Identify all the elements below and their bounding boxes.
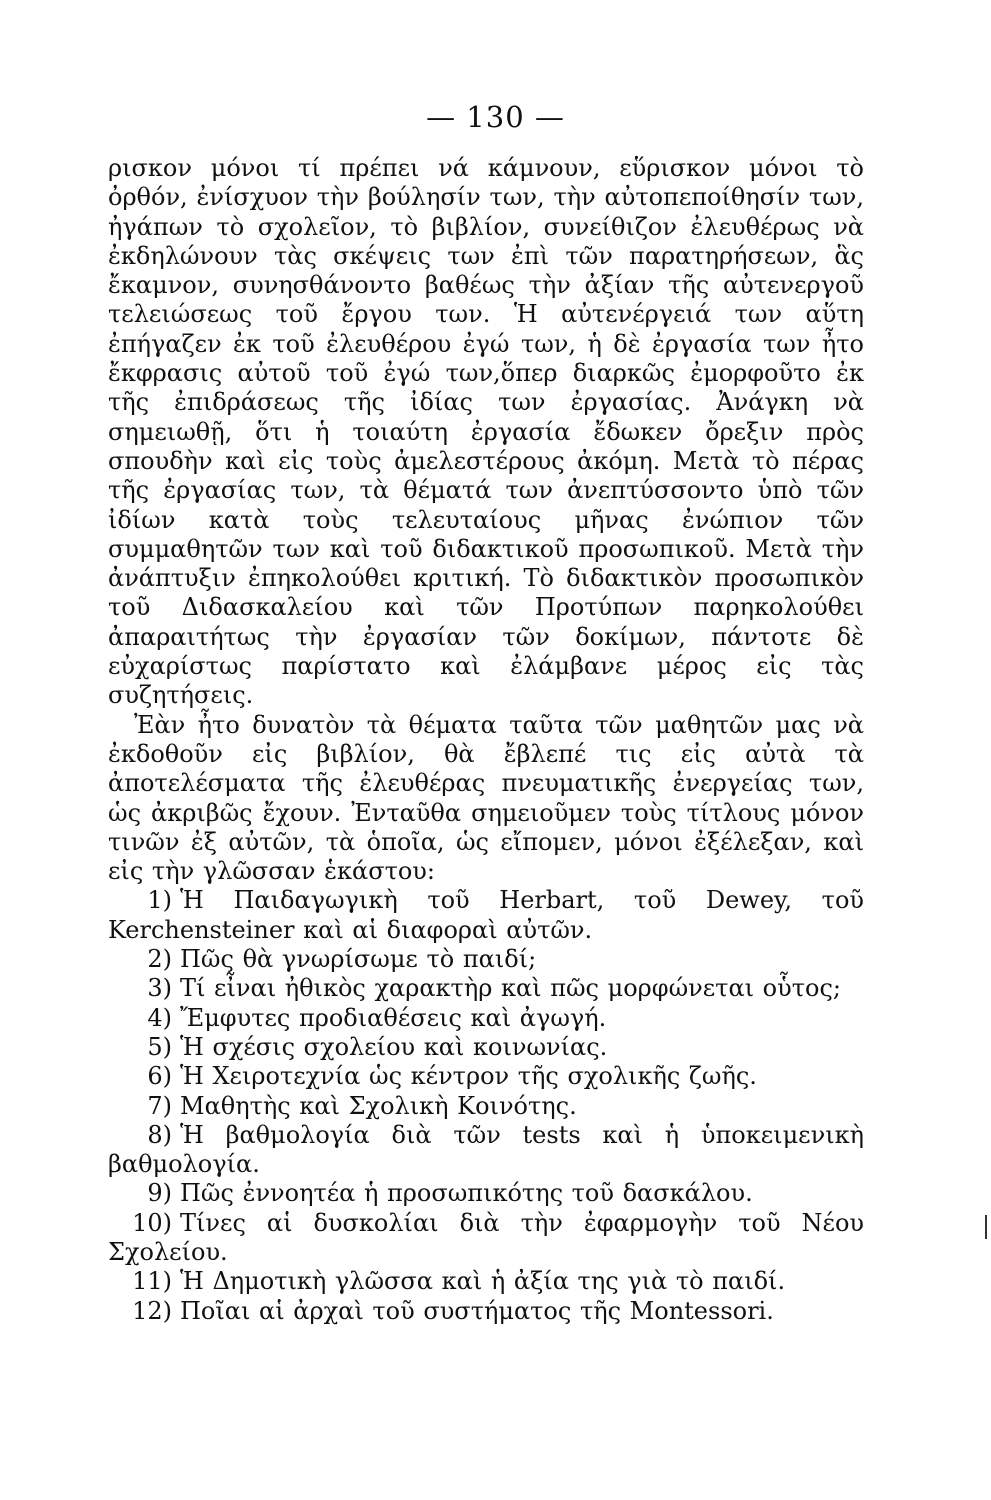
- list-item: [108, 1297, 864, 1326]
- item-number: 6): [147, 1062, 172, 1091]
- item-number: 12): [132, 1296, 172, 1325]
- page-number: — 130 —: [426, 100, 565, 134]
- item-number: 3): [147, 974, 172, 1003]
- item-text: Πῶς θὰ γνωρίσωμε τὸ παιδί;: [180, 945, 537, 974]
- paragraph: ρισκον μόνοι τί πρέπει νά κάμνουν, εὕρισκον μόνοι τὸ ὀρθόν, ἐνίσχυον τὴν βούλησίν των, τὴν αὐτοπεποίθησίν των, ἠγάπων τὸ σχολεῖον, τὸ βιβλίον, συνείθιζον ἐλευθέρως νὰ ἐκδηλώνουν τὰς σκέψεις των ἐπὶ τῶν παρατηρήσεων, ἃς ἔκαμνον, συνησθάνοντο βαθέως τὴν ἀξίαν τῆς αὐτενεργοῦ τελειώσεως τοῦ ἔργου των. Ἡ αὐτενέργειά των αὕτη ἐπήγαζεν ἐκ τοῦ ἐλευθέρου ἐγώ των, ἡ δὲ ἐργασία των ἦτο ἔκφρασις αὐτοῦ τοῦ ἐγώ των,ὅπερ διαρκῶς ἐμορφοῦτο ἐκ τῆς ἐπιδράσεως τῆς ἰδίας των ἐργασίας. Ἀνάγκη νὰ σημειωθῇ, ὅτι ἡ τοιαύτη ἐργασία ἔδωκεν ὄρεξιν πρὸς σπουδὴν καὶ εἰς τοὺς ἀμελεστέρους ἀκόμη. Μετὰ τὸ πέρας τῆς ἐργασίας των, τὰ θέματά των ἀνεπτύσσοντο ὑπὸ τῶν ἰδίων κατὰ τοὺς τελευταίους μῆνας ἐνώπιον τῶν συμμαθητῶν των καὶ τοῦ διδακτικοῦ προσωπικοῦ. Μετὰ τὴν ἀνάπτυξιν ἐπηκολούθει κριτική. Τὸ διδακτικὸν προσωπικὸν τοῦ Διδασκαλείου καὶ τῶν Προτύπων παρηκολούθει ἀπαραιτήτως τὴν ἐργασίαν τῶν δοκίμων, πάντοτε δὲ εὐχαρίστως παρίστατο καὶ ἐλάμβανε μέρος εἰς τὰς συζητήσεις.: [108, 154, 864, 710]
- list-item: [108, 1209, 864, 1268]
- list-item: [108, 974, 864, 1003]
- item-text: Πῶς ἐννοητέα ἡ προσωπικότης τοῦ δασκάλου.: [180, 1179, 753, 1208]
- item-text: Ἔμφυτες προδιαθέσεις καὶ ἀγωγή.: [180, 1003, 607, 1032]
- item-text: Ποῖαι αἱ ἀρχαὶ τοῦ συστήματος τῆς Montessori.: [180, 1296, 774, 1325]
- list-item: [108, 1121, 864, 1180]
- list-item: [108, 945, 864, 974]
- body-text: [108, 154, 864, 1326]
- item-text: Ἡ Δημοτικὴ γλῶσσα καὶ ἡ ἀξία της γιὰ τὸ παιδί.: [180, 1267, 786, 1296]
- item-number: 9): [147, 1179, 172, 1208]
- item-number: 2): [147, 945, 172, 974]
- list-item: [108, 1092, 864, 1121]
- item-number: 1): [147, 886, 172, 915]
- paragraph: Ἐὰν ἦτο δυνατὸν τὰ θέματα ταῦτα τῶν μαθητῶν μας νὰ ἐκδοθοῦν εἰς βιβλίον, θὰ ἔβλεπέ τις εἰς αὐτὰ τὰ ἀποτελέσματα τῆς ἐλευθέρας πνευματικῆς ἐνεργείας των, ὡς ἀκριβῶς ἔχουν. Ἐνταῦθα σημειοῦμεν τοὺς τίτλους μόνον τινῶν ἐξ αὐτῶν, τὰ ὁποῖα, ὡς εἴπομεν, μόνοι ἐξέλεξαν, καὶ εἰς τὴν γλῶσσαν ἑκάστου:: [108, 710, 864, 886]
- topic-list: [108, 886, 864, 1325]
- list-item: [108, 1267, 864, 1296]
- item-number: 5): [147, 1032, 172, 1061]
- item-text: Ἡ Χειροτεχνία ὡς κέντρον τῆς σχολικῆς ζωῆς.: [180, 1062, 757, 1091]
- item-number: 10): [132, 1208, 172, 1237]
- item-text: Τίνες αἱ δυσκολίαι διὰ τὴν ἐφαρμογὴν τοῦ Νέου Σχολείου.: [108, 1208, 864, 1266]
- list-item: [108, 886, 864, 945]
- scan-edge-mark: [985, 1215, 987, 1239]
- list-item: [108, 1004, 864, 1033]
- list-item: [108, 1033, 864, 1062]
- item-number: 7): [147, 1091, 172, 1120]
- item-text: Ἡ σχέσις σχολείου καὶ κοινωνίας.: [180, 1032, 608, 1061]
- item-number: 11): [132, 1267, 172, 1296]
- item-number: 4): [147, 1003, 172, 1032]
- item-text: Τί εἶναι ἠθικὸς χαρακτὴρ καὶ πῶς μορφώνεται οὗτος;: [180, 974, 841, 1003]
- item-text: Μαθητὴς καὶ Σχολικὴ Κοινότης.: [180, 1091, 577, 1120]
- list-item: [108, 1179, 864, 1208]
- list-item: [108, 1062, 864, 1091]
- item-text: Ἡ Παιδαγωγικὴ τοῦ Herbart, τοῦ Dewey, τοῦ Kerchensteiner καὶ αἱ διαφοραὶ αὐτῶν.: [108, 886, 864, 944]
- item-text: Ἡ βαθμολογία διὰ τῶν tests καὶ ἡ ὑποκειμενικὴ βαθμολογία.: [108, 1120, 864, 1179]
- item-number: 8): [147, 1120, 172, 1149]
